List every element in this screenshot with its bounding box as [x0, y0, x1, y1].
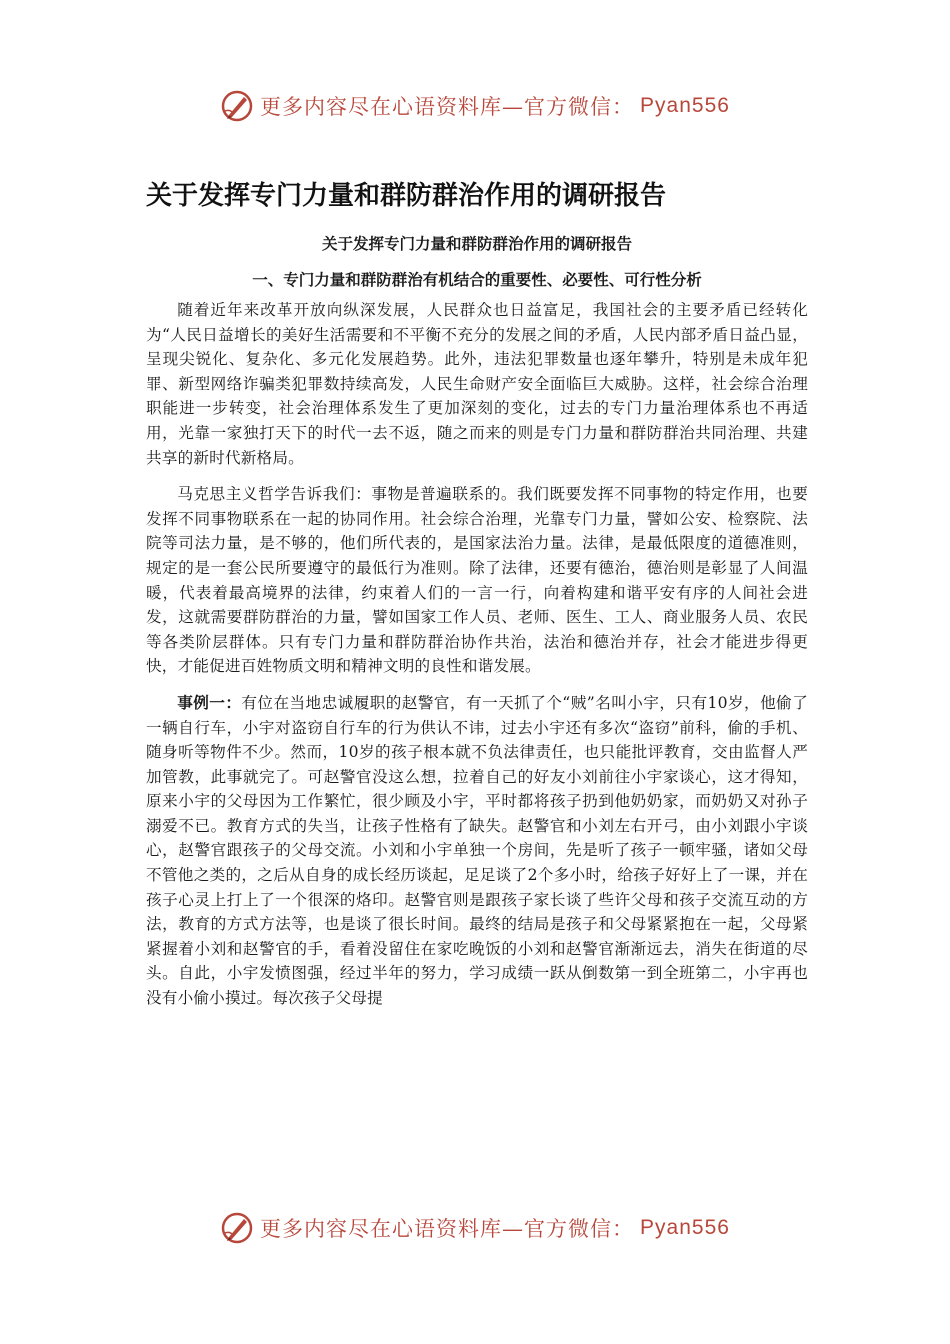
paragraph: 马克思主义哲学告诉我们：事物是普遍联系的。我们既要发挥不同事物的特定作用，也要发挥不同事物联系在一起的协同作用。社会综合治理，光靠专门力量，譬如公安、检察院、法院等司法力量，是不够的，他们所代表的，是国家法治力量。法律，是最低限度的道德准则，规定的是一套公民所要遵守的最低行为准则。除了法律，还要有德治，德治则是彰显了人间温暖，代表着最高境界的法律，约束着人们的一言一行，向着构建和谐平安有序的人间社会进发，这就需要群防群治的力量，譬如国家工作人员、老师、医生、工人、商业服务人员、农民等各类阶层群体。只有专门力量和群防群治协作共治，法治和德治并存，社会才能进步得更快，才能促进百姓物质文明和精神文明的良性和谐发展。 [146, 485, 808, 676]
watermark-text: 更多内容尽在心语资料库—官方微信： [260, 1217, 635, 1241]
document-title: 关于发挥专门力量和群防群治作用的调研报告 [146, 181, 667, 211]
watermark-inner [220, 1211, 730, 1245]
pen-logo-icon [220, 1211, 254, 1245]
example-lead: 事例一： [177, 692, 242, 712]
example-text: 有位在当地忠诚履职的赵警官，有一天抓了个“贼”名叫小宇，只有10岁，他偷了一辆自行车，小宇对盗窃自行车的行为供认不讳，过去小宇还有多次“盗窃”前科，偷的手机、随身听等物件不少。然而，10岁的孩子根本就不负法律责任，也只能批评教育，交由监督人严加管教，此事就完了。可赵警官没这么想，拉着自己的好友小刘前往小宇家谈心，这才得知，原来小宇的父母因为工作繁忙，很少顾及小宇，平时都将孩子扔到他奶奶家，而奶奶又对孙子溺爱不已。教育方式的失当，让孩子性格有了缺失。赵警官和小刘左右开弓，由小刘跟小宇谈心，赵警官跟孩子的父母交流。小刘和小宇单独一个房间，先是听了孩子一顿牢骚，诸如父母不管他之类的，之后从自身的成长经历谈起，足足谈了2个多小时，给孩子好好上了一课，并在孩子心灵上打上了一个很深的烙印。赵警官则是跟孩子家长谈了些许父母和孩子交流互动的方法，教育的方式方法等，也是谈了很长时间。最终的结局是孩子和父母紧紧抱在一起，父母紧紧握着小刘和赵警官的手，看着没留住在家吃晚饭的小刘和赵警官渐渐远去，消失在街道的尽头。自此，小宇发愤图强，经过半年的努力，学习成绩一跃从倒数第一到全班第二，小宇再也没有小偷小摸过。每次孩子父母提 [146, 693, 808, 1008]
watermark-inner [220, 89, 730, 123]
paragraph: 随着近年来改革开放向纵深发展，人民群众也日益富足，我国社会的主要矛盾已经转化为“人民日益增长的美好生活需要和不平衡不充分的发展之间的矛盾，人民内部矛盾日益凸显，呈现尖锐化、复杂化、多元化发展趋势。此外，违法犯罪数量也逐年攀升，特别是未成年犯罪、新型网络诈骗类犯罪数持续高发，人民生命财产安全面临巨大威胁。这样，社会综合治理职能进一步转变，社会治理体系发生了更加深刻的变化，过去的专门力量治理体系也不再适用，光靠一家独打天下的时代一去不返，随之而来的则是专门力量和群防群治共同治理、共建共享的新时代新格局。 [146, 301, 808, 467]
example-paragraph [146, 691, 808, 1011]
section-heading: 一、专门力量和群防群治有机结合的重要性、必要性、可行性分析 [252, 271, 702, 289]
document-subtitle: 关于发挥专门力量和群防群治作用的调研报告 [321, 235, 632, 253]
header-watermark [0, 86, 950, 126]
watermark-text: 更多内容尽在心语资料库—官方微信： [260, 95, 635, 119]
watermark-wechat-id: Pyan556 [640, 94, 730, 117]
footer-watermark [0, 1208, 950, 1248]
document-body [146, 228, 808, 1023]
watermark-wechat-id: Pyan556 [640, 1216, 730, 1239]
pen-logo-icon [220, 89, 254, 123]
